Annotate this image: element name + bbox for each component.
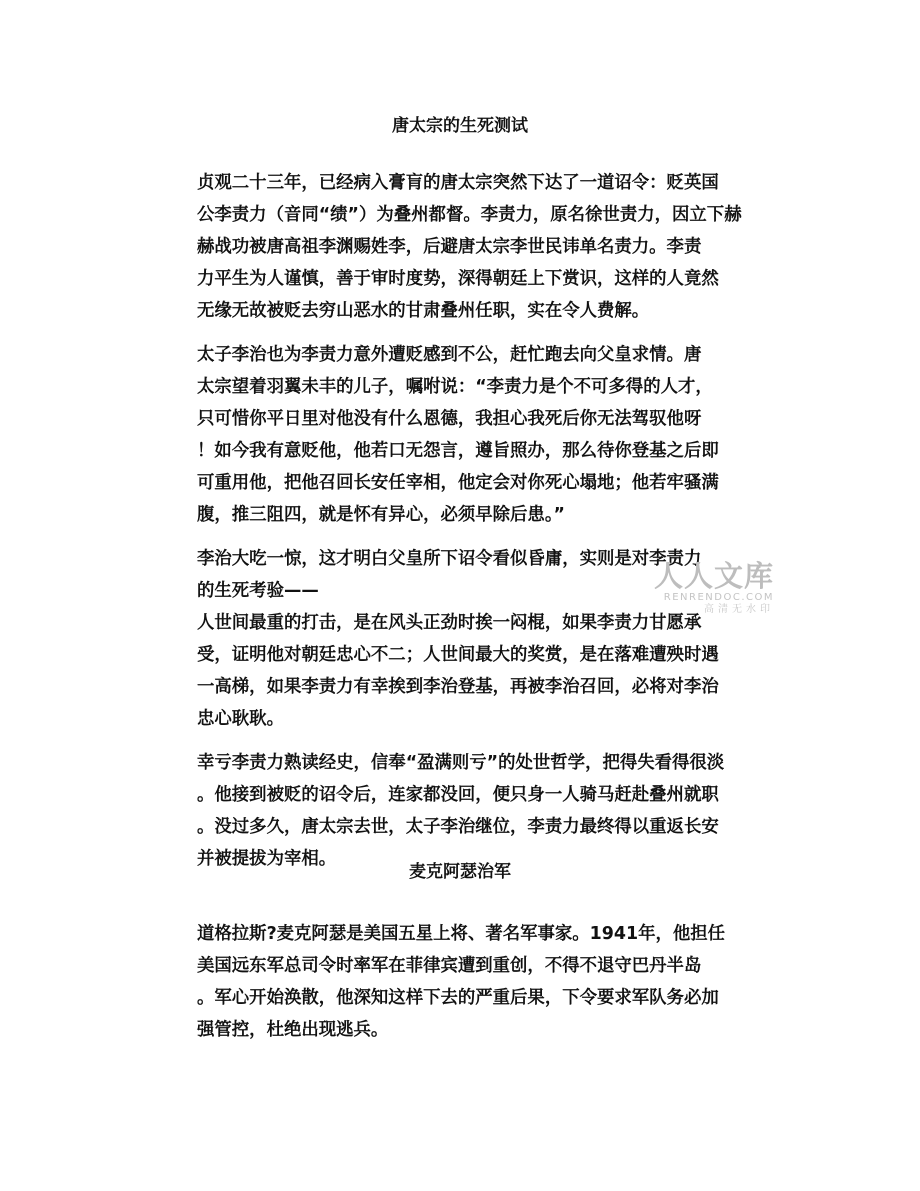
paragraph-line: 幸亏李责力熟读经史，信奉“盈满则亏”的处世哲学，把得失看得很淡 — [197, 753, 725, 773]
paragraph-line: 太宗望着羽翼未丰的儿子，嘱咐说：“李责力是个不可多得的人才， — [197, 377, 713, 397]
paragraph-line: 受，证明他对朝廷忠心不二；人世间最大的奖赏，是在落难遭殃时遇 — [197, 645, 719, 665]
paragraph-line: 力平生为人谨慎，善于审时度势，深得朝廷上下赏识，这样的人竟然 — [197, 269, 719, 289]
paragraph-line: 可重用他，把他召回长安任宰相，他定会对你死心塌地；他若牢骚满 — [197, 473, 719, 493]
paragraph-line: 无缘无故被贬去穷山恶水的甘肃叠州任职，实在令人费解。 — [197, 301, 650, 321]
paragraph-line: 并被提拔为宰相。 — [197, 849, 337, 869]
paragraph-line: 。军心开始涣散，他深知这样下去的严重后果，下令要求军队务必加 — [197, 988, 719, 1008]
paragraph-1 — [197, 167, 742, 327]
paragraph-5 — [197, 918, 737, 1046]
watermark-tagline: 高清无水印 — [704, 604, 774, 615]
paragraph-line: 人世间最重的打击，是在风头正劲时挨一闷棍，如果李责力甘愿承 — [197, 613, 702, 633]
paragraph-line: 只可惜你平日里对他没有什么恩德，我担心我死后你无法驾驭他呀 — [197, 409, 702, 429]
paragraph-line: ！如今我有意贬他，他若口无怨言，遵旨照办，那么待你登基之后即 — [197, 441, 719, 461]
paragraph-line: 一高梯，如果李责力有幸挨到李治登基，再被李治召回，必将对李治 — [197, 677, 719, 697]
paragraph-line: 太子李治也为李责力意外遭贬感到不公，赶忙跑去向父皇求情。唐 — [197, 345, 702, 365]
paragraph-line: 道格拉斯?麦克阿瑟是美国五星上将、著名军事家。1941年，他担任 — [197, 924, 726, 944]
paragraph-2 — [197, 339, 737, 531]
article-title-macarthur: 麦克阿瑟治军 — [409, 862, 511, 882]
article-title-taizong: 唐太宗的生死测试 — [392, 116, 528, 136]
paragraph-line: 美国远东军总司令时率军在菲律宾遭到重创，不得不退守巴丹半岛 — [197, 956, 702, 976]
paragraph-line: 忠心耿耿。 — [197, 709, 284, 729]
paragraph-line: 强管控，杜绝出现逃兵。 — [197, 1020, 389, 1040]
watermark-logo — [648, 560, 774, 616]
paragraph-line: 的生死考验—— — [197, 581, 319, 601]
watermark-title: 人人文库 — [653, 559, 774, 593]
paragraph-line: 。他接到被贬的诏令后，连家都没回，便只身一人骑马赶赴叠州就职 — [197, 785, 719, 805]
watermark-domain: RENRENDOC.COM — [663, 592, 774, 603]
paragraph-line: 赫战功被唐高祖李渊赐姓李，后避唐太宗李世民讳单名责力。李责 — [197, 237, 702, 257]
paragraph-4 — [197, 747, 737, 875]
paragraph-line: 李治大吃一惊，这才明白父皇所下诏令看似昏庸，实则是对李责力 — [197, 549, 702, 569]
paragraph-line: 贞观二十三年，已经病入膏肓的唐太宗突然下达了一道诏令：贬英国 — [197, 173, 719, 193]
paragraph-line: 。没过多久，唐太宗去世，太子李治继位，李责力最终得以重返长安 — [197, 817, 719, 837]
paragraph-line: 公李责力（音同“绩”）为叠州都督。李责力，原名徐世责力，因立下赫 — [197, 205, 742, 225]
paragraph-line: 腹，推三阻四，就是怀有异心，必须早除后患。” — [197, 505, 565, 525]
